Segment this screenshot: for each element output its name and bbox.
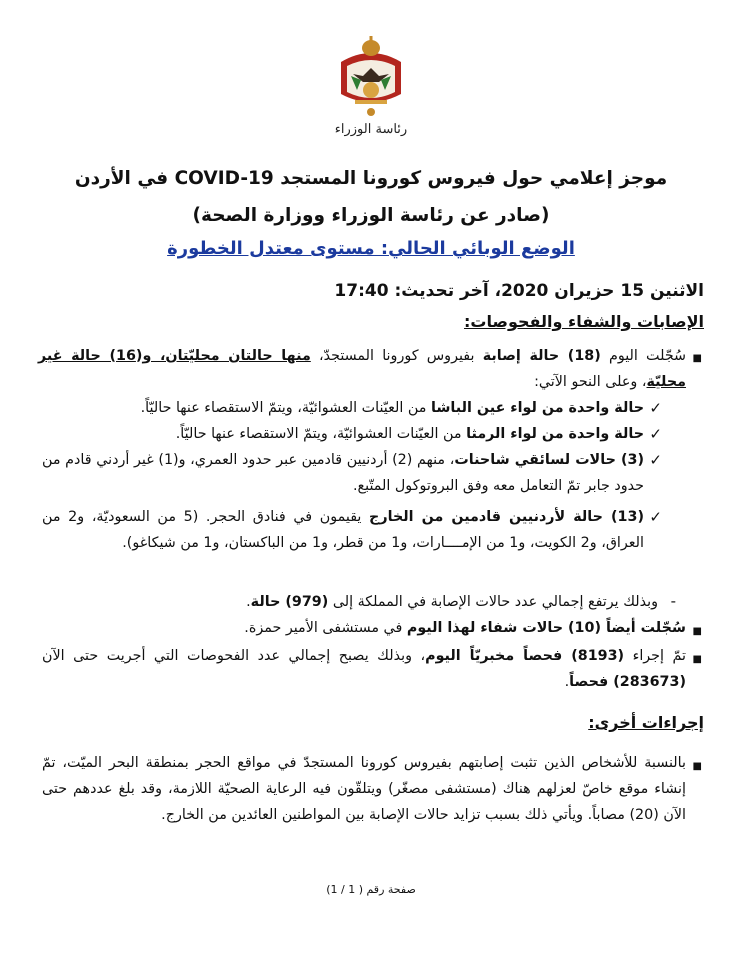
recovery-line: سُجّلت أيضاً (10) حالات شفاء لهذا اليوم في مستشفى الأمير حمزة. <box>244 620 686 636</box>
checkmark-icon: ✓ <box>649 399 662 417</box>
case-item: (13) حالة لأردنيين قادمين من الخارج يقيمون في فنادق الحجر. (5 من السعوديّة، و2 من العراق، و2 الكويت، و1 من الإمــــارات، و1 من قطر، و1 من الباكستان، و1 من شيكاغو). <box>42 509 644 551</box>
square-bullet-icon: ■ <box>692 626 702 637</box>
epidemic-status-link[interactable]: الوضع الوبائي الحالي: مستوى معتدل الخطورة <box>167 238 575 259</box>
section-heading-other-measures: إجراءات أخرى: <box>588 713 704 732</box>
square-bullet-icon: ■ <box>692 761 702 772</box>
section-heading-cases: الإصابات والشفاء والفحوصات: <box>464 312 704 331</box>
case-item: حالة واحدة من لواء عين الباشا من العيّنات العشوائيّة، ويتمّ الاستقصاء عنها حاليّاً. <box>140 400 644 416</box>
date-and-update-time: الاثنين 15 حزيران 2020، آخر تحديث: 17:40 <box>334 281 704 301</box>
crown-icon <box>362 40 380 56</box>
case-item: (3) حالات لسائقي شاحنات، منهم (2) أردنيين قادمين عبر حدود العمري، و(1) غير أردني قادم من حدود جابر تمّ التعامل معه وفق البروتوكول المتّبع. <box>42 452 644 494</box>
total-cases-line: وبذلك يرتفع إجمالي عدد حالات الإصابة في المملكة إلى (979) حالة. <box>246 594 658 610</box>
case-item: حالة واحدة من لواء الرمثا من العيّنات العشوائيّة، ويتمّ الاستقصاء عنها حاليّاً. <box>175 426 644 442</box>
tests-line: تمّ إجراء (8193) فحصاً مخبريّاً اليوم، وبذلك يصبح إجمالي عدد الفحوصات التي أجريت حتى الآن (283673) فحصاً. <box>42 648 686 690</box>
document-title: موجز إعلامي حول فيروس كورونا المستجد COVID-19 في الأردن <box>74 168 668 189</box>
square-bullet-icon: ■ <box>692 353 702 364</box>
dash-bullet-icon: - <box>670 592 676 610</box>
emblem-caption: رئاسة الوزراء <box>334 122 408 137</box>
checkmark-icon: ✓ <box>649 508 662 526</box>
other-measures-paragraph: بالنسبة للأشخاص الذين تثبت إصابتهم بفيروس كورونا المستجدّ في مواقع الحجر بمنطقة البحر الميّت، تمّ إنشاء موقع خاصّ لعزلهم هناك (مستشفى مصغّر) ويتلقّون فيه الرعاية الصحيّة اللازمة، وقد بلغ عددهم حتى الآن (20) مصاباً. ويأتي ذلك بسبب تزايد حالات الإصابة بين المواطنين العائدين من الخارج. <box>42 755 686 823</box>
checkmark-icon: ✓ <box>649 425 662 443</box>
checkmark-icon: ✓ <box>649 451 662 469</box>
square-bullet-icon: ■ <box>692 654 702 665</box>
medal-icon <box>367 108 375 116</box>
page-number: صفحة رقم ( 1 / 1) <box>326 883 416 896</box>
cases-summary-paragraph: سُجّلت اليوم (18) حالة إصابة بفيروس كورونا المستجدّ، منها حالتان محليّتان، و(16) حالة غير محليّة، وعلى النحو الآتي: <box>38 348 687 390</box>
globe-icon <box>363 82 379 98</box>
document-subtitle: (صادر عن رئاسة الوزراء ووزارة الصحة) <box>192 205 550 226</box>
